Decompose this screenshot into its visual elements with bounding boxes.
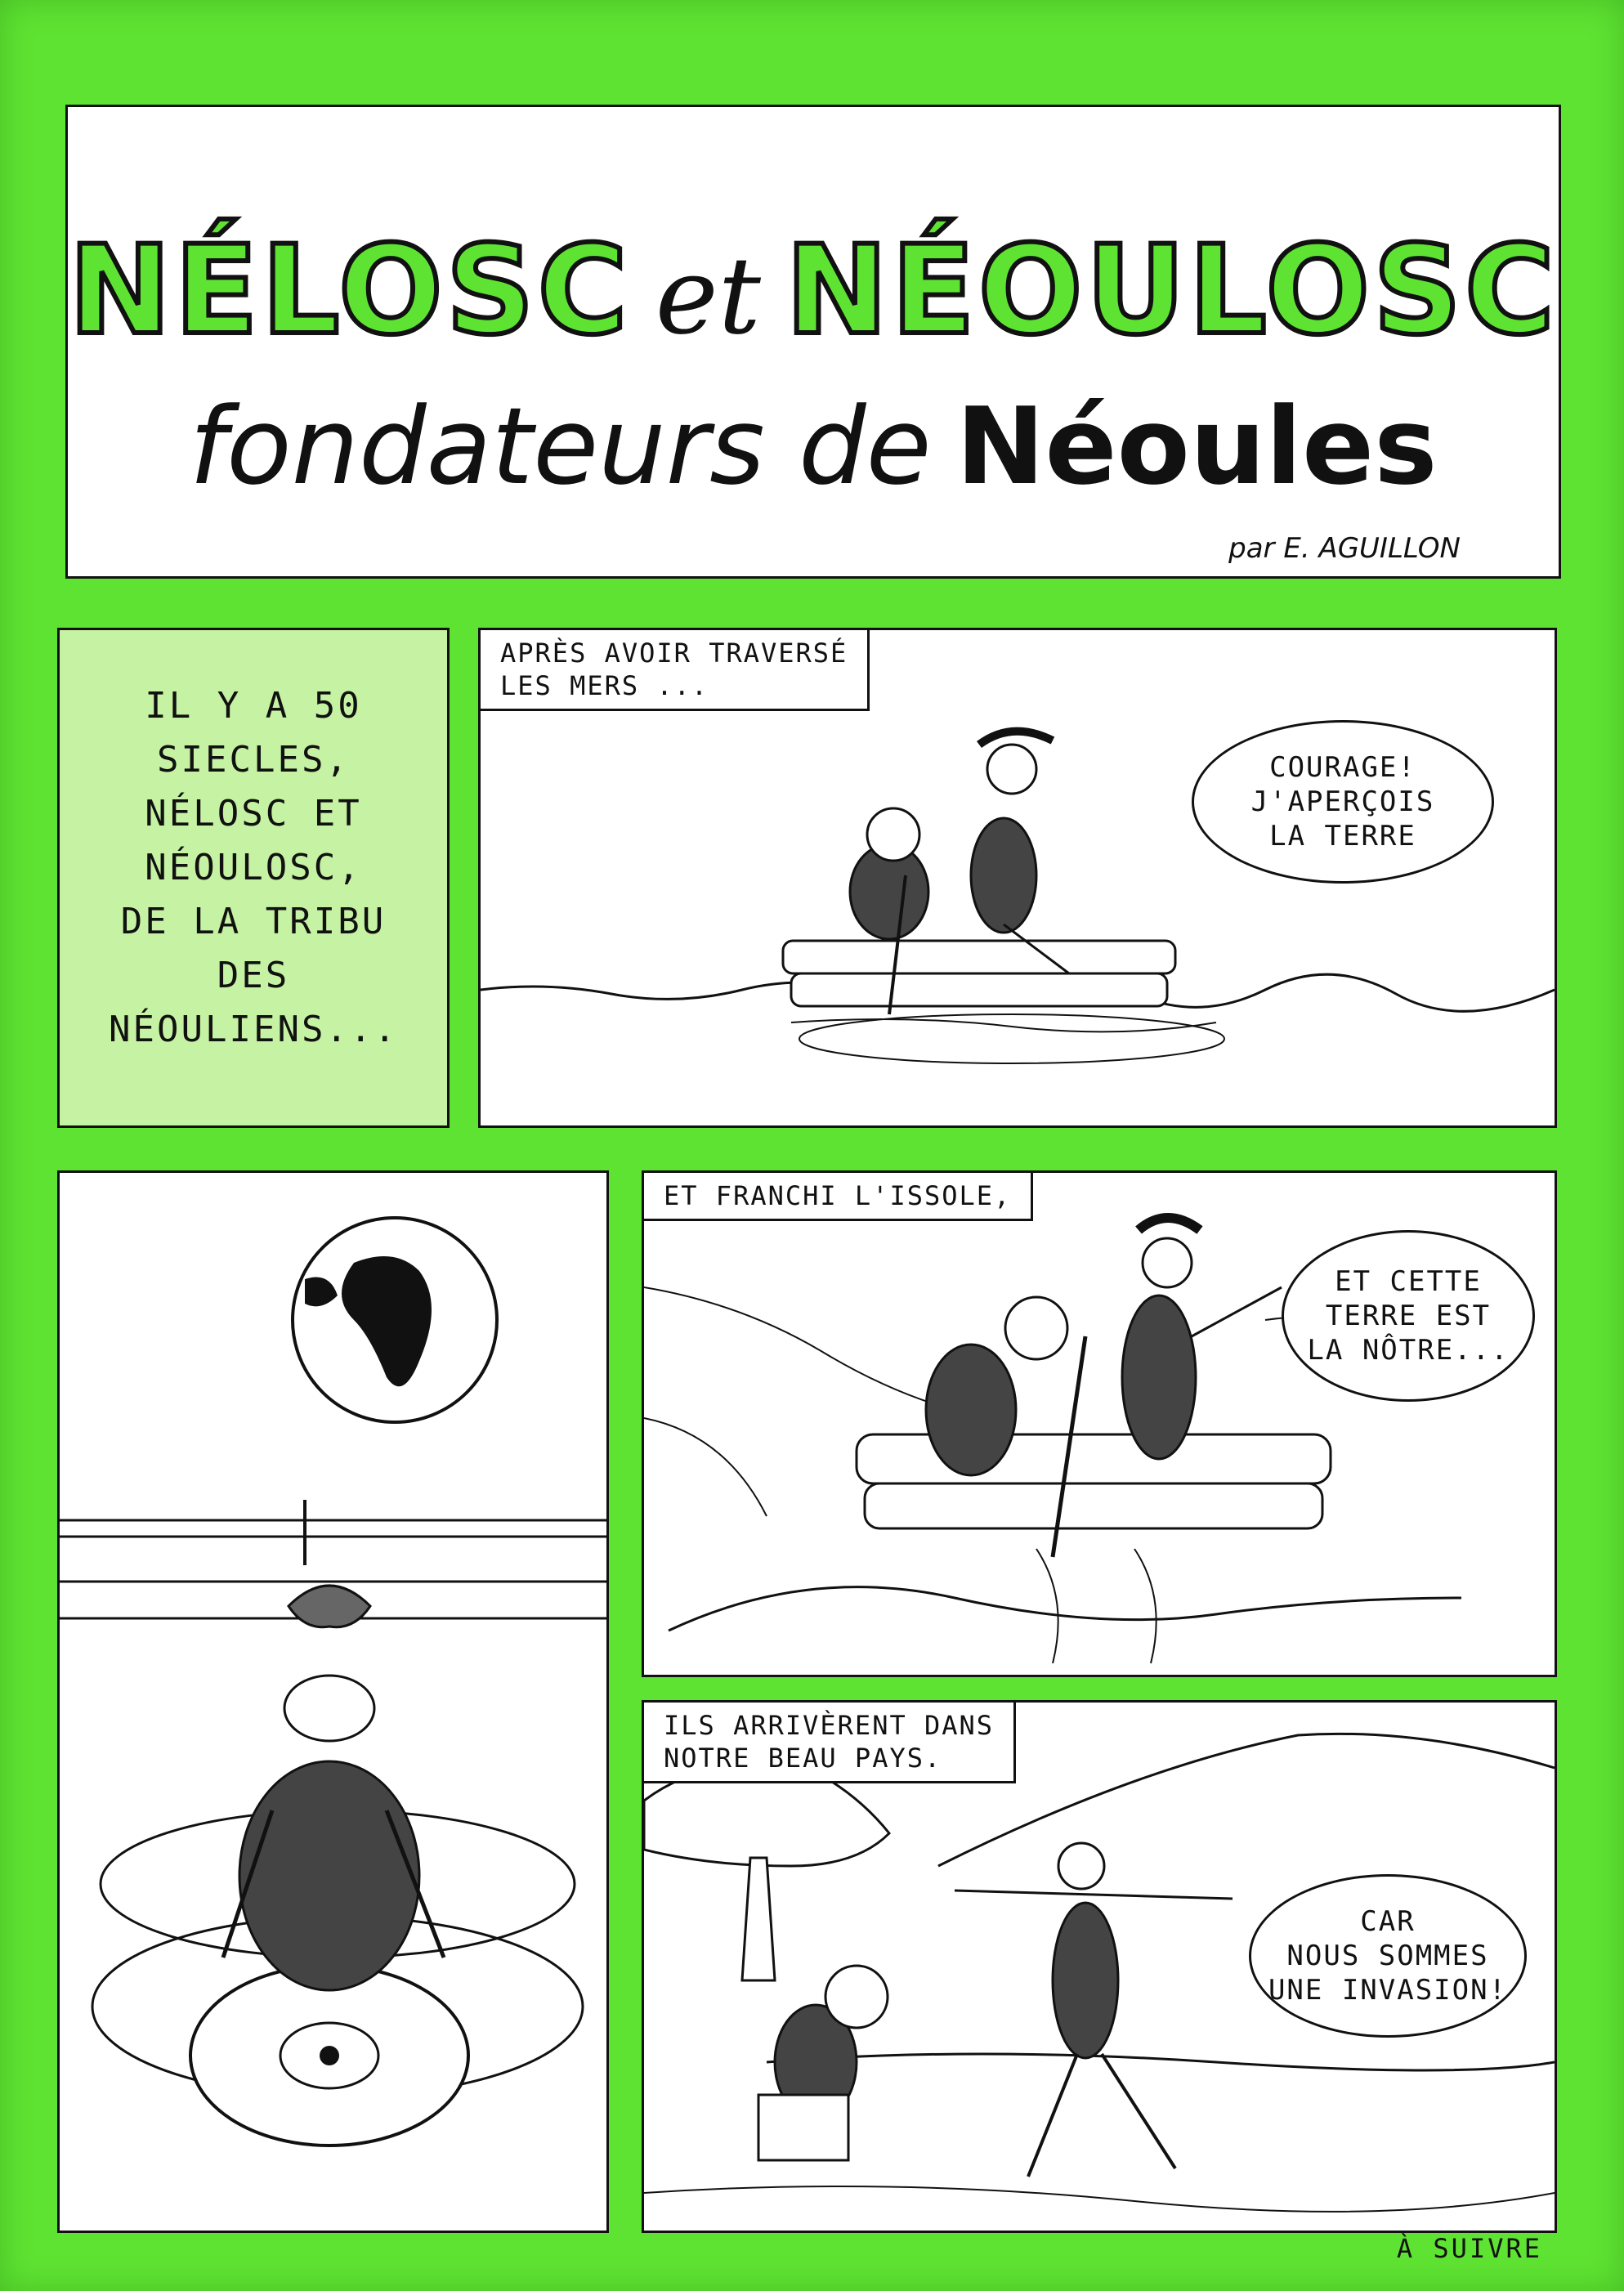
panel-issole-caption: ET FRANCHI L'ISSOLE, xyxy=(644,1173,1033,1221)
subtitle-neoules: Néoules xyxy=(955,384,1438,508)
subtitle-line xyxy=(68,385,1559,508)
title-box xyxy=(65,105,1561,579)
panel-arrival-speech-bubble: CAR NOUS SOMMES UNE INVASION! xyxy=(1249,1874,1527,2038)
panel-globe-rowing xyxy=(57,1170,609,2233)
title-name-nelosc: NÉLOSC xyxy=(68,220,631,362)
title-line xyxy=(68,221,1559,365)
globe-rowing-drawing xyxy=(60,1173,606,2231)
title-connector: et xyxy=(655,234,761,358)
author-credit: par E. AGUILLON xyxy=(1228,532,1461,565)
panel-arrival-caption: ILS ARRIVÈRENT DANS NOTRE BEAU PAYS. xyxy=(644,1703,1016,1783)
intro-text: IL Y A 50 SIECLES, NÉLOSC ET NÉOULOSC, DE LA TRIBU DES NÉOULIENS... xyxy=(109,685,398,1050)
panel-arrival xyxy=(642,1700,1557,2233)
to-be-continued-label: À SUIVRE xyxy=(1396,2233,1542,2264)
panel-sea-caption: APRÈS AVOIR TRAVERSÉ LES MERS ... xyxy=(481,630,870,711)
panel-issole-speech-bubble: ET CETTE TERRE EST LA NÔTRE... xyxy=(1282,1230,1535,1402)
intro-box xyxy=(57,628,450,1128)
panel-issole-crossing xyxy=(642,1170,1557,1677)
title-name-neoulosc: NÉOULOSC xyxy=(785,220,1559,362)
panel-sea-speech-bubble: COURAGE! J'APERÇOIS LA TERRE xyxy=(1192,720,1494,884)
panel-sea-crossing xyxy=(478,628,1557,1128)
subtitle-fondateurs: fondateurs de xyxy=(189,384,932,508)
